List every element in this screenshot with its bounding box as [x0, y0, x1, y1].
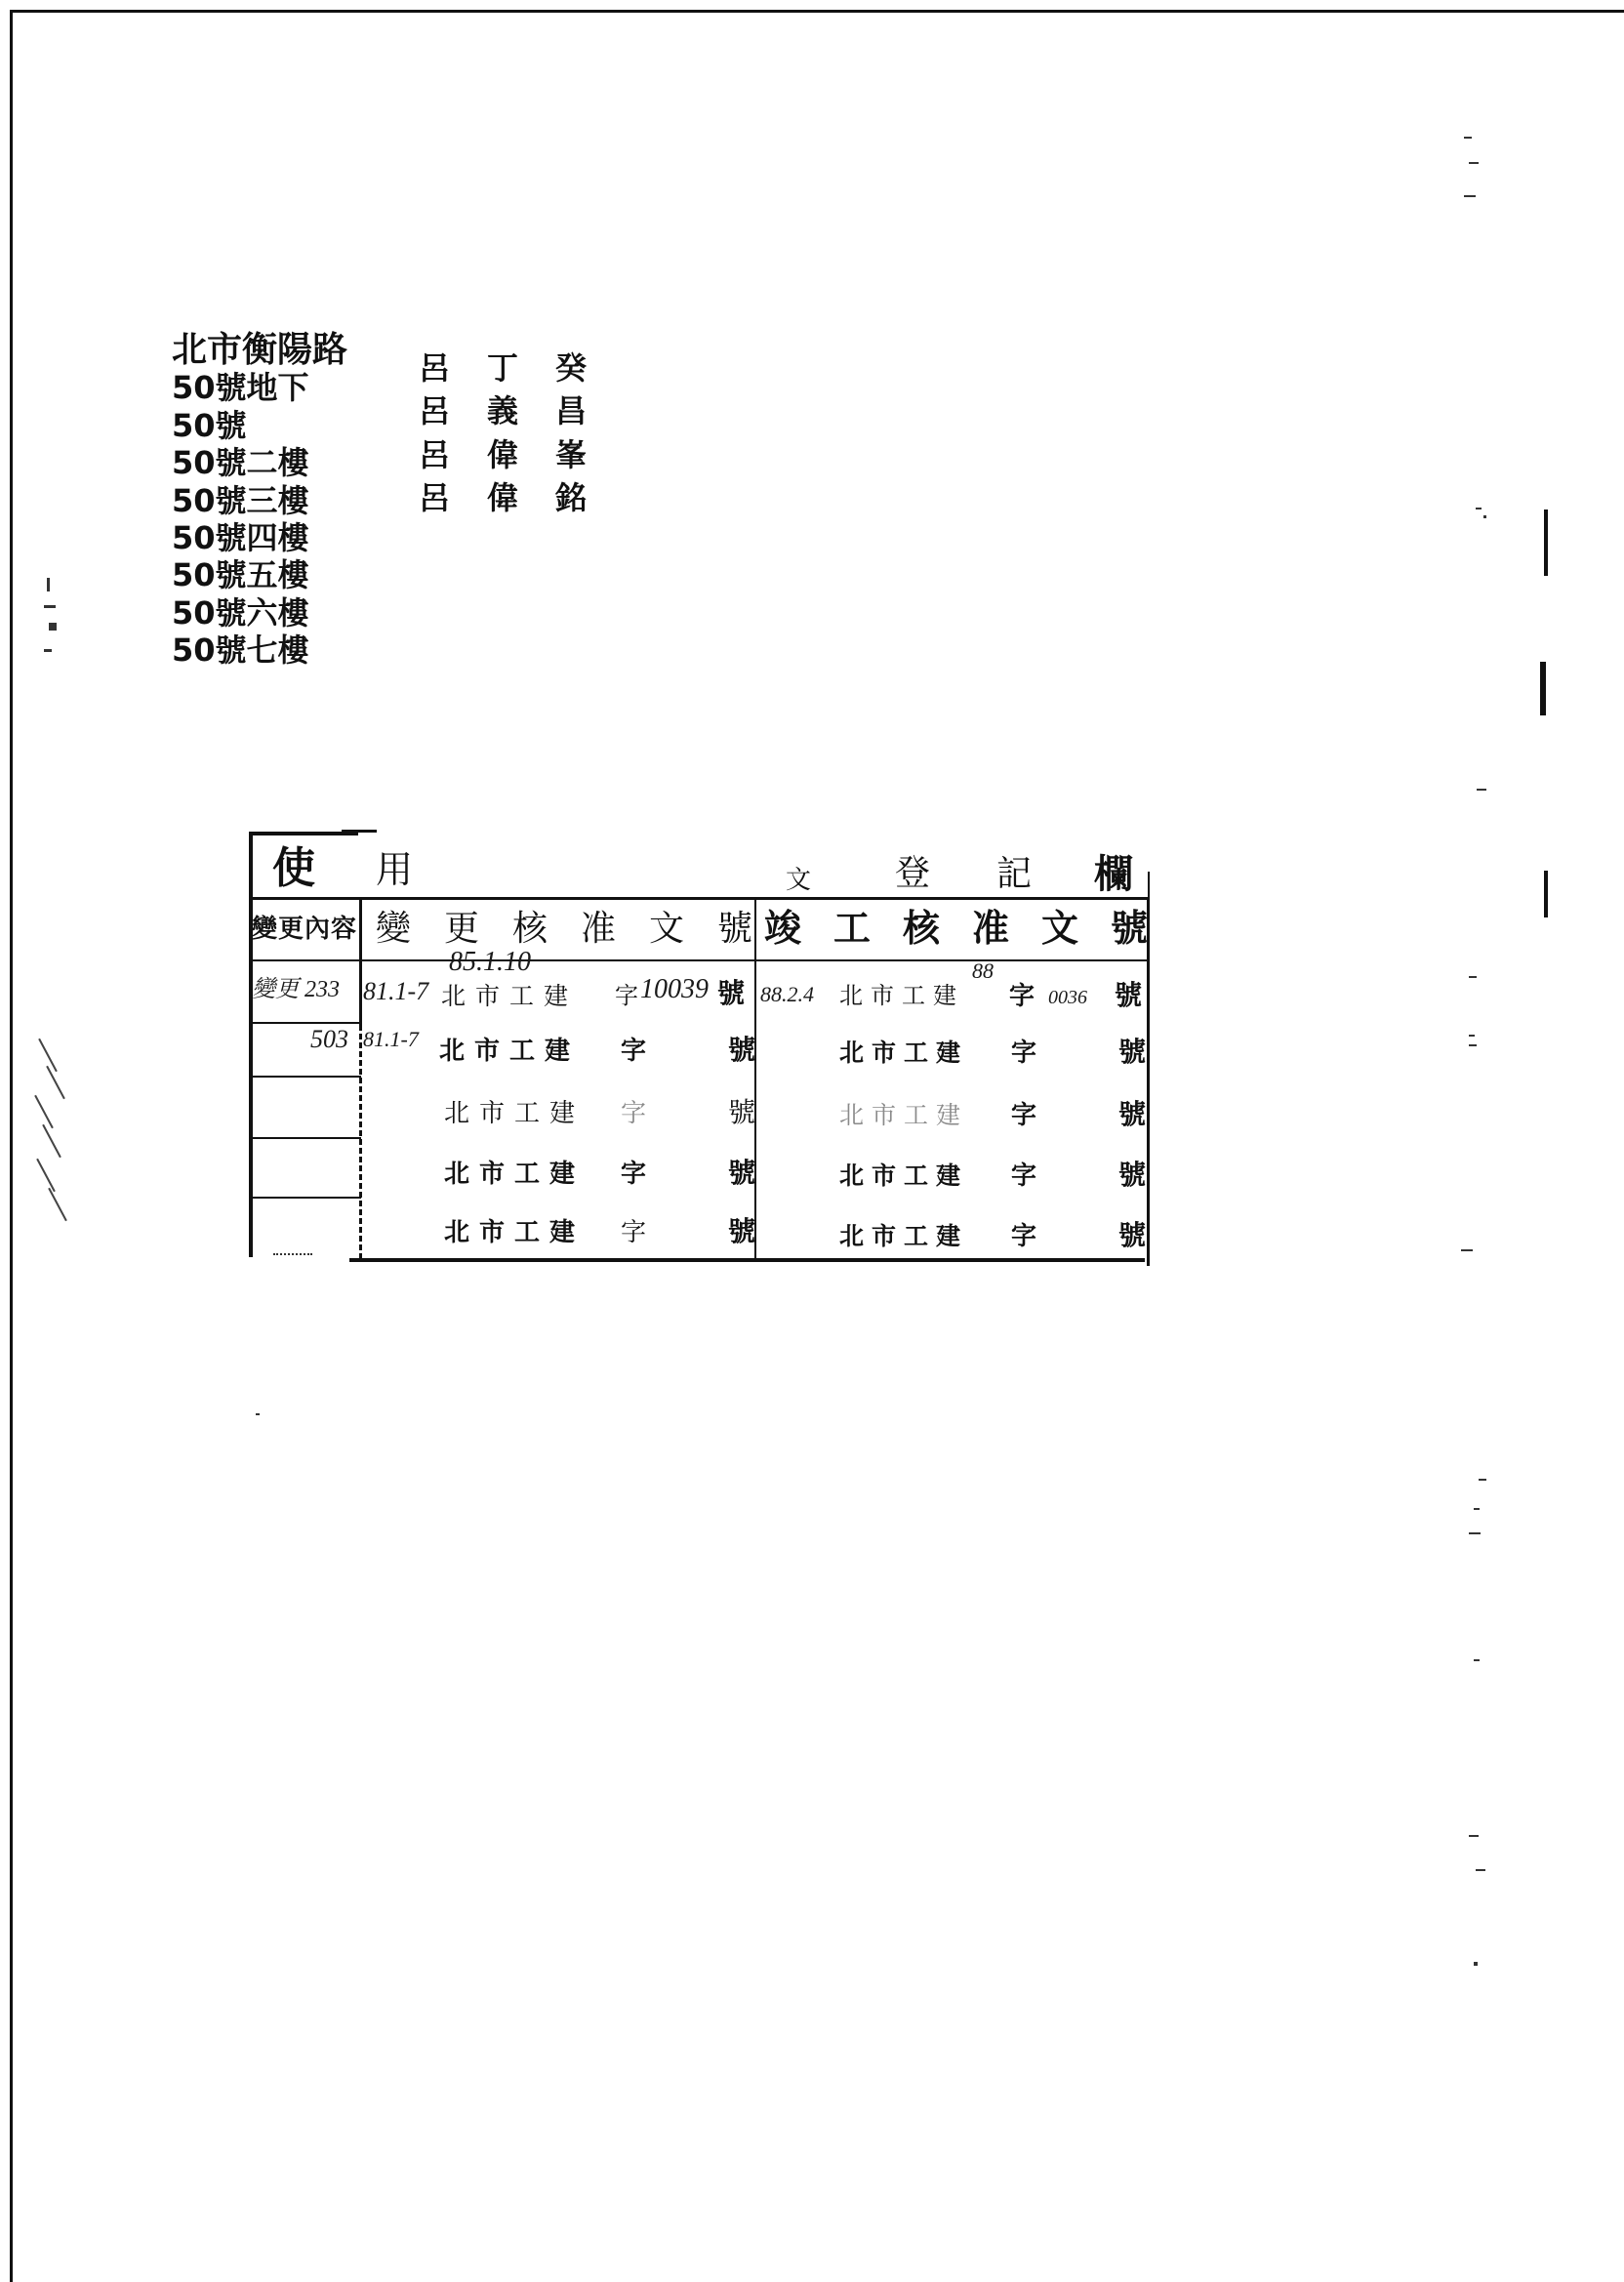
scan-artifact-mark [1464, 195, 1476, 197]
table-row-line [249, 1022, 361, 1024]
row-completion-prefix: 北市工建 [839, 1039, 969, 1067]
scan-artifact-bar [1544, 509, 1548, 576]
header-completion-approval-no: 竣工核准文號 [764, 907, 1181, 950]
table-title-bottom-line [249, 897, 1150, 900]
table-bottom-line [349, 1258, 1145, 1262]
row-change-zi: 字 [621, 1099, 647, 1128]
row-change-content: 變更 233 [252, 977, 340, 1002]
row-completion-prefix: 北市工建 [839, 1222, 969, 1250]
address-line: 50號地下 [172, 369, 309, 407]
row-completion-zi: 字 [1011, 1039, 1037, 1068]
address-line: 50號七樓 [172, 632, 309, 670]
scan-artifact-mark [1477, 789, 1486, 791]
table-left-border [249, 832, 253, 1257]
scan-artifact-mark [1483, 515, 1486, 518]
table-title-dash [342, 830, 377, 833]
address-line: 50號六樓 [172, 593, 309, 632]
row-change-prefix: 北市工建 [441, 982, 579, 1010]
header-change-content: 變更內容 [252, 915, 358, 944]
table-right-tick [1148, 872, 1150, 899]
scan-artifact-mark [1469, 162, 1479, 164]
row-change-date: 81.1-7 [363, 1027, 419, 1051]
scan-artifact-mark [1469, 976, 1477, 978]
header-change-approval-no: 變更核准文號 [376, 909, 787, 949]
row-change-hao: 號 [728, 1096, 756, 1128]
table-bottom-left-dots [273, 1253, 312, 1255]
scan-artifact-mark [1476, 508, 1482, 509]
row-completion-hao: 號 [1115, 979, 1143, 1011]
row-completion-zi: 字 [1011, 1161, 1037, 1191]
table-col1-divider-dashed [359, 1025, 362, 1259]
address-line: 50號三樓 [172, 481, 309, 519]
scan-artifact-mark [1464, 137, 1472, 139]
row-completion-hao: 號 [1118, 1098, 1147, 1130]
row-change-prefix: 北市工建 [444, 1099, 586, 1128]
owners-block [419, 346, 624, 519]
table-title-char: 登 [895, 853, 931, 893]
table-title-char: 使 [272, 843, 315, 893]
row-change-prefix: 北市工建 [439, 1037, 581, 1066]
row-completion-prefix: 北市工建 [839, 1161, 969, 1190]
address-line: 北市衡陽路 [172, 330, 348, 370]
scan-artifact-mark [1474, 1659, 1480, 1661]
row-change-hao: 號 [728, 1215, 756, 1247]
row-change-prefix: 北市工建 [444, 1218, 586, 1247]
scan-artifact-mark [1461, 1249, 1473, 1251]
scan-artifact-mark [49, 623, 57, 631]
address-line: 50號四樓 [172, 518, 309, 556]
owner-name: 呂偉銘 [419, 478, 625, 516]
scan-artifact-mark [1474, 1508, 1480, 1510]
scan-artifact-mark [1469, 1035, 1475, 1037]
row-completion-date: 88.2.4 [760, 982, 814, 1006]
address-block [172, 332, 347, 670]
row-change-zi: 字 [615, 982, 638, 1009]
scan-artifact-mark [1479, 1479, 1486, 1481]
row-completion-hao: 號 [1118, 1219, 1147, 1251]
row-change-zi: 字 [621, 1160, 647, 1189]
scan-artifact-mark [44, 605, 56, 608]
row-completion-prefix: 北市工建 [839, 982, 964, 1009]
row-completion-prefix: 北市工建 [839, 1101, 969, 1129]
owner-name: 呂丁癸 [419, 349, 625, 387]
scan-artifact-mark [1469, 1835, 1479, 1837]
scan-artifact-bar [1544, 871, 1548, 917]
scan-artifact-mark [44, 649, 52, 652]
page-left-border [10, 10, 13, 2282]
scan-artifact-hatch [36, 1159, 56, 1192]
scan-artifact-mark [1476, 1869, 1485, 1871]
owner-name: 呂偉峯 [419, 435, 625, 473]
row-change-prefix: 北市工建 [444, 1160, 586, 1189]
page-top-border [10, 10, 1624, 13]
row-completion-hao: 號 [1118, 1036, 1147, 1068]
row-completion-number: 0036 [1048, 987, 1087, 1008]
table-header-bottom-line [249, 959, 1150, 961]
row-change-hao: 號 [728, 1034, 756, 1066]
row-change-date: 81.1-7 [363, 977, 429, 1005]
address-line: 50號 [172, 406, 247, 444]
row-change-content: 503 [310, 1025, 348, 1053]
address-line: 50號五樓 [172, 556, 309, 594]
table-row-line [249, 1137, 361, 1139]
owner-name: 呂義昌 [419, 392, 625, 430]
row-change-hao: 號 [728, 1157, 756, 1189]
table-title-char: 用 [376, 848, 414, 891]
row-completion-annotation: 88 [972, 958, 994, 983]
table-row-line [249, 1197, 361, 1199]
row-completion-zi: 字 [1009, 982, 1035, 1011]
row-completion-hao: 號 [1118, 1159, 1147, 1191]
scan-artifact-hatch [42, 1124, 61, 1158]
table-title-char: 文 [786, 866, 812, 895]
scan-artifact-mark [47, 578, 50, 591]
scan-artifact-mark [1474, 1962, 1478, 1966]
row-completion-zi: 字 [1011, 1222, 1037, 1251]
row-change-annotation: 85.1.10 [449, 947, 531, 977]
table-col2-divider [754, 898, 756, 1259]
table-row-line [249, 1076, 361, 1078]
row-change-zi: 字 [621, 1218, 647, 1247]
row-change-zi: 字 [621, 1037, 647, 1066]
scan-artifact-mark [1469, 1044, 1477, 1046]
table-title-char: 記 [996, 854, 1033, 894]
address-line: 50號二樓 [172, 444, 309, 482]
row-completion-zi: 字 [1011, 1101, 1037, 1130]
scan-artifact-hatch [48, 1188, 67, 1221]
table-title-char: 欄 [1094, 852, 1133, 897]
table-right-border [1147, 898, 1150, 1266]
scan-artifact-mark [1469, 1532, 1481, 1534]
table-col1-divider [359, 898, 362, 1025]
row-change-number: 10039 [640, 974, 709, 1004]
row-change-hao: 號 [717, 977, 746, 1009]
scan-artifact-bar [1540, 662, 1546, 715]
scan-artifact-mark [256, 1413, 260, 1415]
